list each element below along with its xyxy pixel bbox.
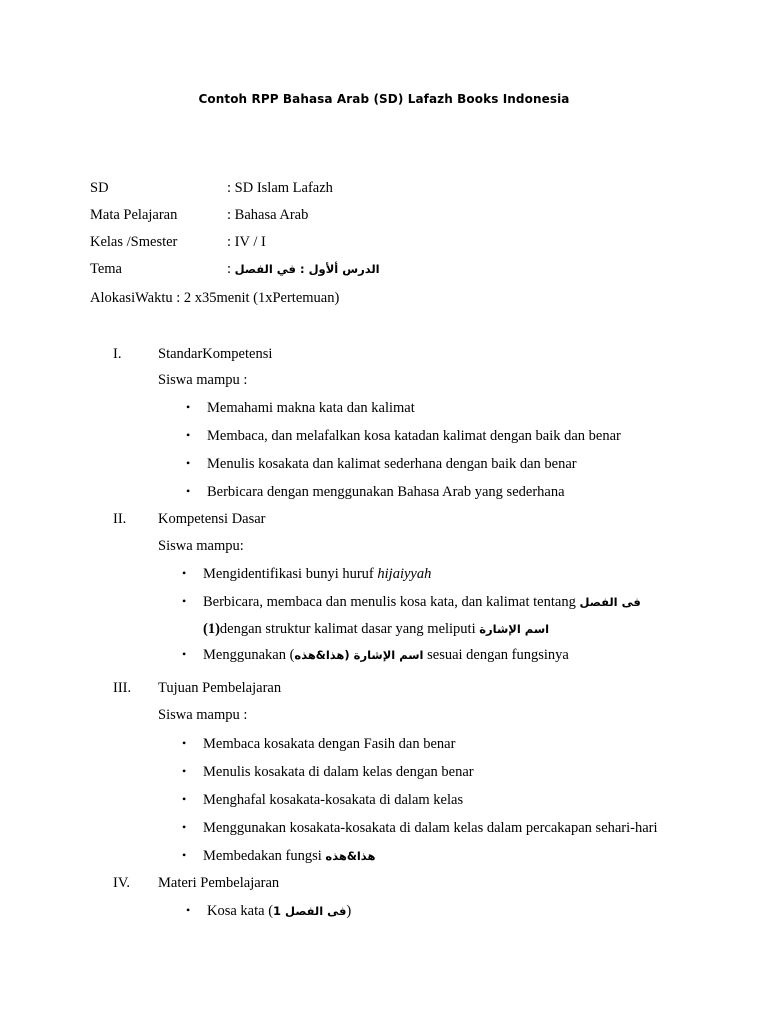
info-value: : IV / I — [227, 234, 266, 250]
info-label: SD — [90, 180, 109, 196]
list-item-bold: (1) — [203, 621, 220, 637]
bullet-icon: • — [182, 647, 187, 661]
list-item-text: Mengidentifikasi bunyi huruf — [203, 566, 378, 582]
section-heading: Kompetensi Dasar — [158, 511, 266, 527]
list-item-text: sesuai dengan fungsinya — [423, 647, 569, 663]
list-item: Memahami makna kata dan kalimat — [207, 400, 415, 416]
info-label: Mata Pelajaran — [90, 207, 178, 223]
section-number: IV. — [113, 875, 131, 891]
bullet-icon: • — [186, 456, 191, 470]
list-item — [203, 645, 569, 665]
list-item: Menggunakan kosakata-kosakata di dalam kelas dalam percakapan sehari-hari — [203, 820, 658, 836]
section-intro: Siswa mampu : — [158, 372, 248, 388]
bullet-icon: • — [186, 400, 191, 414]
section-number: I. — [113, 346, 122, 362]
bullet-icon: • — [182, 820, 187, 834]
list-item: Menghafal kosakata-kosakata di dalam kelas — [203, 792, 464, 808]
list-item — [203, 846, 375, 866]
bullet-icon: • — [182, 736, 187, 750]
info-value: : SD Islam Lafazh — [227, 180, 333, 196]
list-item: Membaca, dan melafalkan kosa katadan kalimat dengan baik dan benar — [207, 428, 621, 444]
section-heading: Materi Pembelajaran — [158, 875, 280, 891]
list-item — [203, 564, 431, 584]
list-item-text: dengan struktur kalimat dasar yang meliputi — [219, 621, 480, 637]
list-item-text: Kosa kata ( — [207, 903, 274, 919]
section-heading: Tujuan Pembelajaran — [158, 680, 282, 696]
section-intro: Siswa mampu: — [158, 538, 244, 554]
tema-prefix: : — [227, 261, 235, 277]
section-number: III. — [113, 680, 132, 696]
bullet-icon: • — [182, 594, 187, 608]
list-item-arabic: اسم الإشارة (هذا&هذه — [294, 648, 424, 662]
bullet-icon: • — [186, 903, 191, 917]
list-item-text: Membedakan fungsi — [203, 848, 326, 864]
list-item — [207, 901, 351, 921]
list-item-italic: hijaiyyah — [377, 566, 432, 582]
bullet-icon: • — [182, 764, 187, 778]
document-title: Contoh RPP Bahasa Arab (SD) Lafazh Books Indonesia — [198, 92, 570, 106]
tema-arabic: الدرس ألأول : في الفصل — [234, 262, 380, 276]
list-item-arabic: اسم الإشارة — [479, 622, 550, 636]
bullet-icon: • — [186, 428, 191, 442]
list-item: Berbicara dengan menggunakan Bahasa Arab yang sederhana — [207, 484, 565, 500]
list-item-text: ) — [346, 903, 352, 919]
section-heading: StandarKompetensi — [158, 346, 273, 362]
bullet-icon: • — [182, 566, 187, 580]
section-intro: Siswa mampu : — [158, 707, 248, 723]
list-item-continuation — [203, 619, 549, 639]
bullet-icon: • — [182, 792, 187, 806]
bullet-icon: • — [186, 484, 191, 498]
list-item: Menulis kosakata dan kalimat sederhana dengan baik dan benar — [207, 456, 577, 472]
bullet-icon: • — [182, 848, 187, 862]
info-value — [227, 259, 380, 279]
list-item-arabic: هذا&هذه — [325, 849, 376, 863]
info-label: Kelas /Smester — [90, 234, 178, 250]
alokasi-waktu: AlokasiWaktu : 2 x35menit (1xPertemuan) — [90, 290, 340, 306]
section-number: II. — [113, 511, 127, 527]
list-item-arabic: فى الفصل — [579, 595, 641, 609]
info-value: : Bahasa Arab — [227, 207, 309, 223]
list-item: Menulis kosakata di dalam kelas dengan benar — [203, 764, 474, 780]
list-item-arabic: فى الفصل 1 — [273, 904, 347, 918]
list-item-text: Berbicara, membaca dan menulis kosa kata, dan kalimat tentang — [203, 594, 580, 610]
info-label: Tema — [90, 261, 122, 277]
list-item — [203, 592, 641, 612]
list-item: Membaca kosakata dengan Fasih dan benar — [203, 736, 456, 752]
list-item-text: Menggunakan ( — [203, 647, 295, 663]
